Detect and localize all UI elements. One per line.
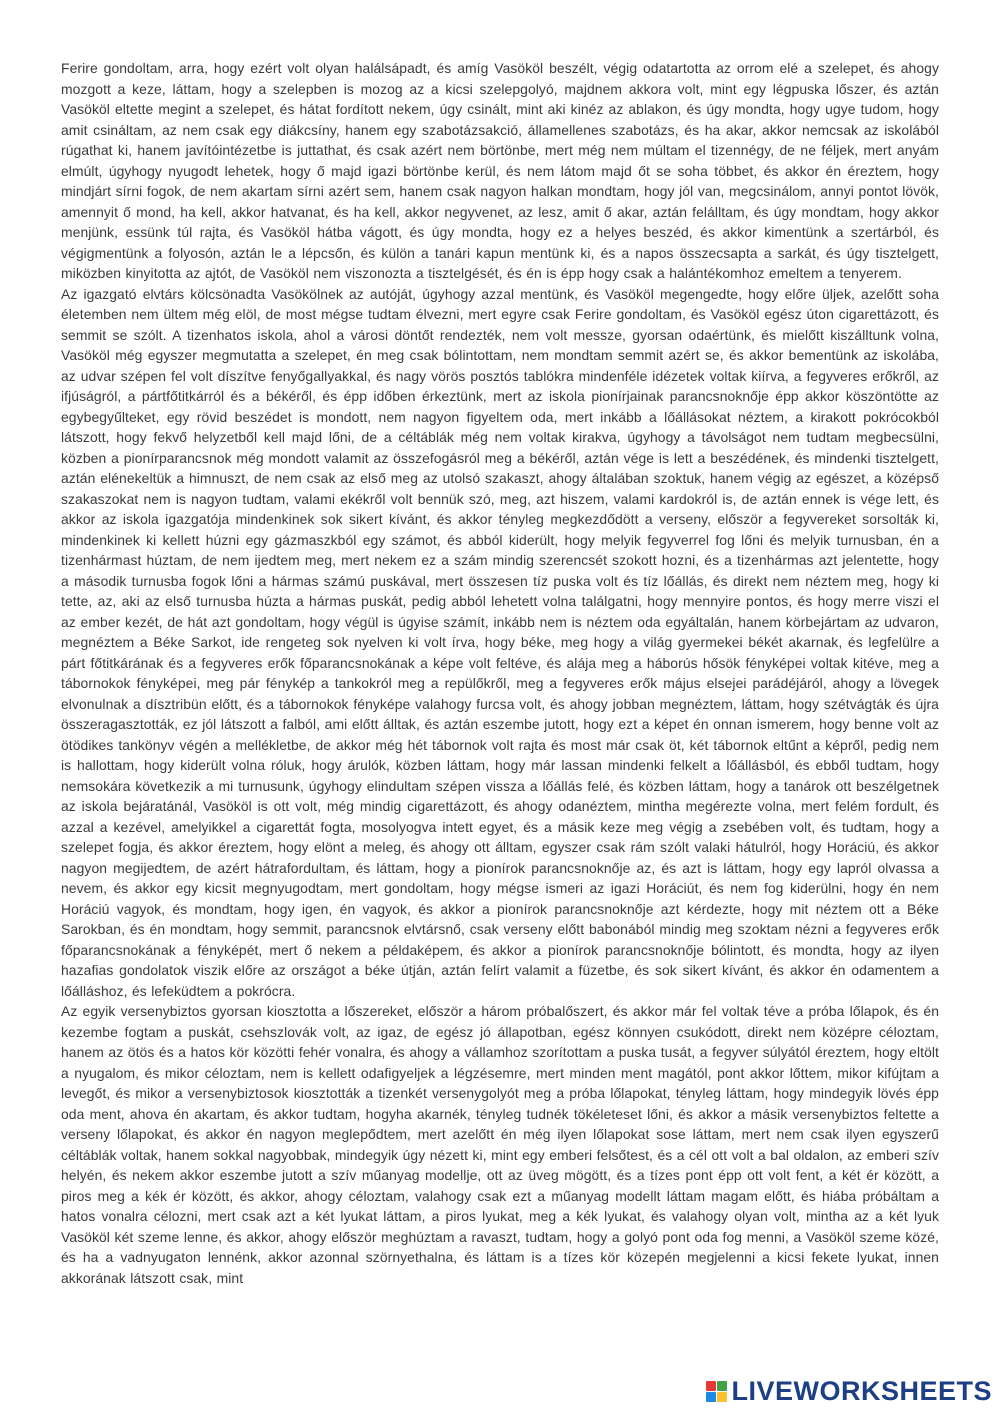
liveworksheets-logo-icon xyxy=(706,1381,727,1402)
paragraph-1: Ferire gondoltam, arra, hogy ezért volt olyan halálsápadt, és amíg Vasököl beszélt, végig odatartotta az orrom elé a szelepet, és ahogy mozgott a keze, láttam, hogy a szelepben is mozog az a kicsi szelepgolyó, majdnem akkora volt, mint egy légpuska lőszer, és aztán Vasököl eltette megint a szelepet, és hátat fordított nekem, úgy csinált, mint aki kinéz az ablakon, és úgy mondta, hogy ugye tudom, hogy amit csináltam, az nem csak egy diákcsíny, hanem egy szabotázsakció, államellenes szabotázs, és ha akar, akkor nemcsak az iskolából rúgathat ki, hanem javítóintézetbe is juttathat, és csak azért nem börtönbe, mert még nem múltam el tizennégy, de ne féljek, mert anyám elmúlt, úgyhogy nyugodt lehetek, hogy ő majd igazi börtönbe kerül, és nem látom majd őt se soha többet, és akkor én éreztem, hogy mindjárt sírni fogok, de nem akartam sírni azért sem, hanem csak nagyon halkan mondtam, hogy jól van, megcsinálom, annyi pontot lövök, amennyit ő mond, ha kell, akkor hatvanat, és ha kell, akkor negyvenet, az lesz, amit ő akar, aztán felálltam, és úgy mondtam, hogy akkor menjünk, essünk túl rajta, és Vasököl hátba vágott, és úgy mondta, hogy ez a helyes beszéd, és akkor kimentünk a szertárból, és végigmentünk a folyosón, aztán le a lépcsőn, és külön a tanári kapun mentünk ki, és a napos összecsapta a sarkát, és úgy tisztelgett, miközben kinyitotta az ajtót, de Vasököl nem viszonozta a tisztelgését, és én is épp hogy csak a halántékomhoz emeltem a tenyerem. xyxy=(61,60,939,281)
liveworksheets-logo-text: LIVEWORKSHEETS xyxy=(731,1376,992,1406)
liveworksheets-logo[interactable] xyxy=(706,1376,992,1407)
paragraph-2: Az igazgató elvtárs kölcsönadta Vasökölnek az autóját, úgyhogy azzal mentünk, és Vasököl megengedte, hogy előre üljek, azelőtt soha életemben nem ültem még elöl, de most mégse tudtam élvezni, mert egyre csak Ferire gondoltam, és Vasököl egész úton cigarettázott, és semmit se szólt. A tizenhatos iskola, ahol a városi döntőt rendezték, nem volt messze, gyorsan odaértünk, és mielőtt kiszálltunk volna, Vasököl még egyszer megmutatta a szelepet, én meg csak bólintottam, nem mondtam semmit azért se, és akkor bementünk az iskolába, az udvar szépen fel volt díszítve fenyőgallyakkal, és nagy vörös posztós tablókra mindenféle idézetek voltak kiírva, a fegyveres erőkről, az ifjúságról, a pártfőtitkárról és a békéről, és épp időben érkeztünk, mert az iskola pionírjainak parancsnoknője épp akkor köszöntötte az egybegyűlteket, egy rövid beszédet is mondott, nem nagyon figyeltem oda, mert inkább a lőállásokat néztem, a kirakott pokrócokból látszott, hogy fekvő helyzetből kell majd lőni, de a céltáblák még nem voltak kirakva, úgyhogy a távolságot nem tudtam megbecsülni, közben a pionírparancsnok még mondott valamit az összefogásról meg a békéről, aztán vége is lett a beszédének, és mindenki tisztelgett, aztán elénekeltük a himnuszt, de nem csak az első meg az utolsó szakaszt, ahogy általában szoktuk, hanem végig az egészet, a középső szakaszokat nem is nagyon tudtam, valami ekékről volt bennük szó, meg, azt hiszem, valami kardokról is, de aztán ennek is vége lett, és akkor az iskola igazgatója mindenkinek sok sikert kívánt, és akkor tényleg megkezdődött a verseny, először a fegyvereket sorsolták ki, mindenkinek ki kellett húzni egy gázmaszkból egy számot, és abból kiderült, hogy melyik fegyverrel fog lőni és melyik turnusban, én a tizenhármast húztam, de nem ijedtem meg, mert nekem ez a szám mindig szerencsét szokott hozni, és a tizenhármas azt jelentette, hogy a második turnusba fogok lőni a hármas számú puskával, mert összesen tíz puska volt és tíz lőállás, és direkt nem néztem meg, hogy ki tette, az, aki az első turnusba húzta a hármas puskát, pedig abból lehetett volna találgatni, hogy mennyire pontos, és hogy merre viszi el az ember kezét, de hát azt gondoltam, hogy végül is úgyise számít, inkább nem is néztem oda egyáltalán, hanem körbejártam az udvaron, megnéztem a Béke Sarkot, ide rengeteg sok nyelven ki volt írva, hogy béke, meg hogy a világ gyermekei békét akarnak, és legfelülre a párt főtitkárának és a fegyveres erők főparancsnokának a képe volt feltéve, és alája meg a háborús hősök fényképei voltak kitéve, meg a tábornokok fényképei, meg pár fénykép a tankokról meg a repülőkről, meg a fegyveres erők május elsejei parádéjáról, ahogy a lövegek elvonulnak a dísztribün előtt, és a tábornokok fényképe valahogy furcsa volt, és ahogy jobban megnéztem, láttam, hogy szétvágták és újra összeragasztották, ez jól látszott a falból, ami előtt álltak, és aztán eszembe jutott, hogy ezt a képet én onnan ismerem, hogy benne volt az ötödikes tankönyv végén a mellékletbe, de akkor még hét tábornok volt rajta és most már csak öt, két tábornok eltűnt a képről, pedig nem is hallottam, hogy kiderült volna róluk, hogy árulók, közben láttam, hogy már lassan mindenki felkelt a lőállásból, és ebből tudtam, hogy nemsokára következik a mi turnusunk, úgyhogy elindultam szépen vissza a lőállás felé, és közben láttam, hogy a tanárok ott beszélgetnek az iskola bejáratánál, Vasököl is ott volt, még mindig cigarettázott, és ahogy odanéztem, mintha megérezte volna, mert felém fordult, és azzal a kezével, amelyikkel a cigarettát fogta, mosolyogva intett egyet, és a másik keze meg végig a zsebében volt, és tudtam, hogy a szelepet fogja, és akkor éreztem, hogy elönt a meleg, és ahogy ott álltam, egyszer csak rám szólt valaki hátulról, hogy Horáciú, és akkor nagyon megijedtem, de azért hátrafordultam, és láttam, hogy a pionírok parancsnoknője az, és azt is láttam, hogy egy lapról olvassa a nevem, és akkor egy kicsit megnyugodtam, mert gondoltam, hogy mégse ismeri az igazi Horáciút, és nem fog kiderülni, hogy én nem Horáciú vagyok, és mondtam, hogy igen, én vagyok, és akkor a pionírok parancsnoknője azt kérdezte, hogy mit néztem ott a Béke Sarokban, és én mondtam, hogy semmit, parancsnok elvtársnő, csak verseny előtt babonából mindig meg szoktam nézni a fegyveres erők főparancsnokának a fényképét, mert ő nekem a példaképem, és akkor a pionírok parancsnoknője bólintott, és mondta, hogy az ilyen hazafias gondolatok viszik előre az országot a béke útján, aztán felírt valamit a füzetbe, és sok sikert kívánt, és akkor én odamentem a lőálláshoz, és lefeküdtem a pokrócra. xyxy=(61,285,939,999)
paragraph-3: Az egyik versenybiztos gyorsan kiosztotta a lőszereket, először a három próbalőszert, és akkor már fel voltak téve a próba lőlapok, és én kezembe fogtam a puskát, csehszlovák volt, az igaz, de egész jó állapotban, egész könnyen csukódott, direkt nem középre céloztam, hanem az ötös és a hatos kör közötti fehér vonalra, és ahogy a vállamhoz szorítottam a puska tusát, a fegyver súlyától éreztem, hogy eltölt a nyugalom, és mikor céloztam, nem is kellett odafigyeljek a légzésemre, mert minden ment magától, pont akkor lőttem, mikor kifújtam a levegőt, és mikor a versenybiztosok kiosztották a tizenkét versenygolyót meg a próba lőlapokat, tényleg láttam, hogy mindegyik lövés épp oda ment, ahova én akartam, és akkor tudtam, hogyha akarnék, tényleg tudnék tökéleteset lőni, és akkor a másik versenybiztos feltette a verseny lőlapokat, és akkor én nagyon meglepődtem, mert azelőtt én még ilyen lőlapokat sose láttam, mert nem csak ilyen egyszerű céltáblák voltak, hanem sokkal nagyobbak, mindegyik úgy nézett ki, mint egy emberi felsőtest, és a cél ott volt a bal oldalon, az emberi szív helyén, és nekem akkor eszembe jutott a szív műanyag modellje, ott az üveg mögött, és a tízes pont épp ott volt fent, a két ér között, a piros meg a kék ér között, és akkor, ahogy céloztam, valahogy csak ezt a műanyag modellt láttam magam előtt, és hiába próbáltam a hatos vonalra célozni, mert csak azt a két lyukat láttam, a piros lyukat, meg a kék lyukat, és valahogy olyan volt, mintha az a két lyuk Vasököl két szeme lenne, és akkor, ahogy először meghúztam a ravaszt, tudtam, hogy a golyó pont oda fog menni, a Vasököl szeme közé, és ha a vadnyugaton lennénk, akkor azonnal szörnyethalna, és láttam is a tízes kör közepén megjelenni a kicsi fekete lyukat, innen akkorának látszott csak, mint xyxy=(61,1003,939,1286)
document-body xyxy=(61,58,939,1288)
